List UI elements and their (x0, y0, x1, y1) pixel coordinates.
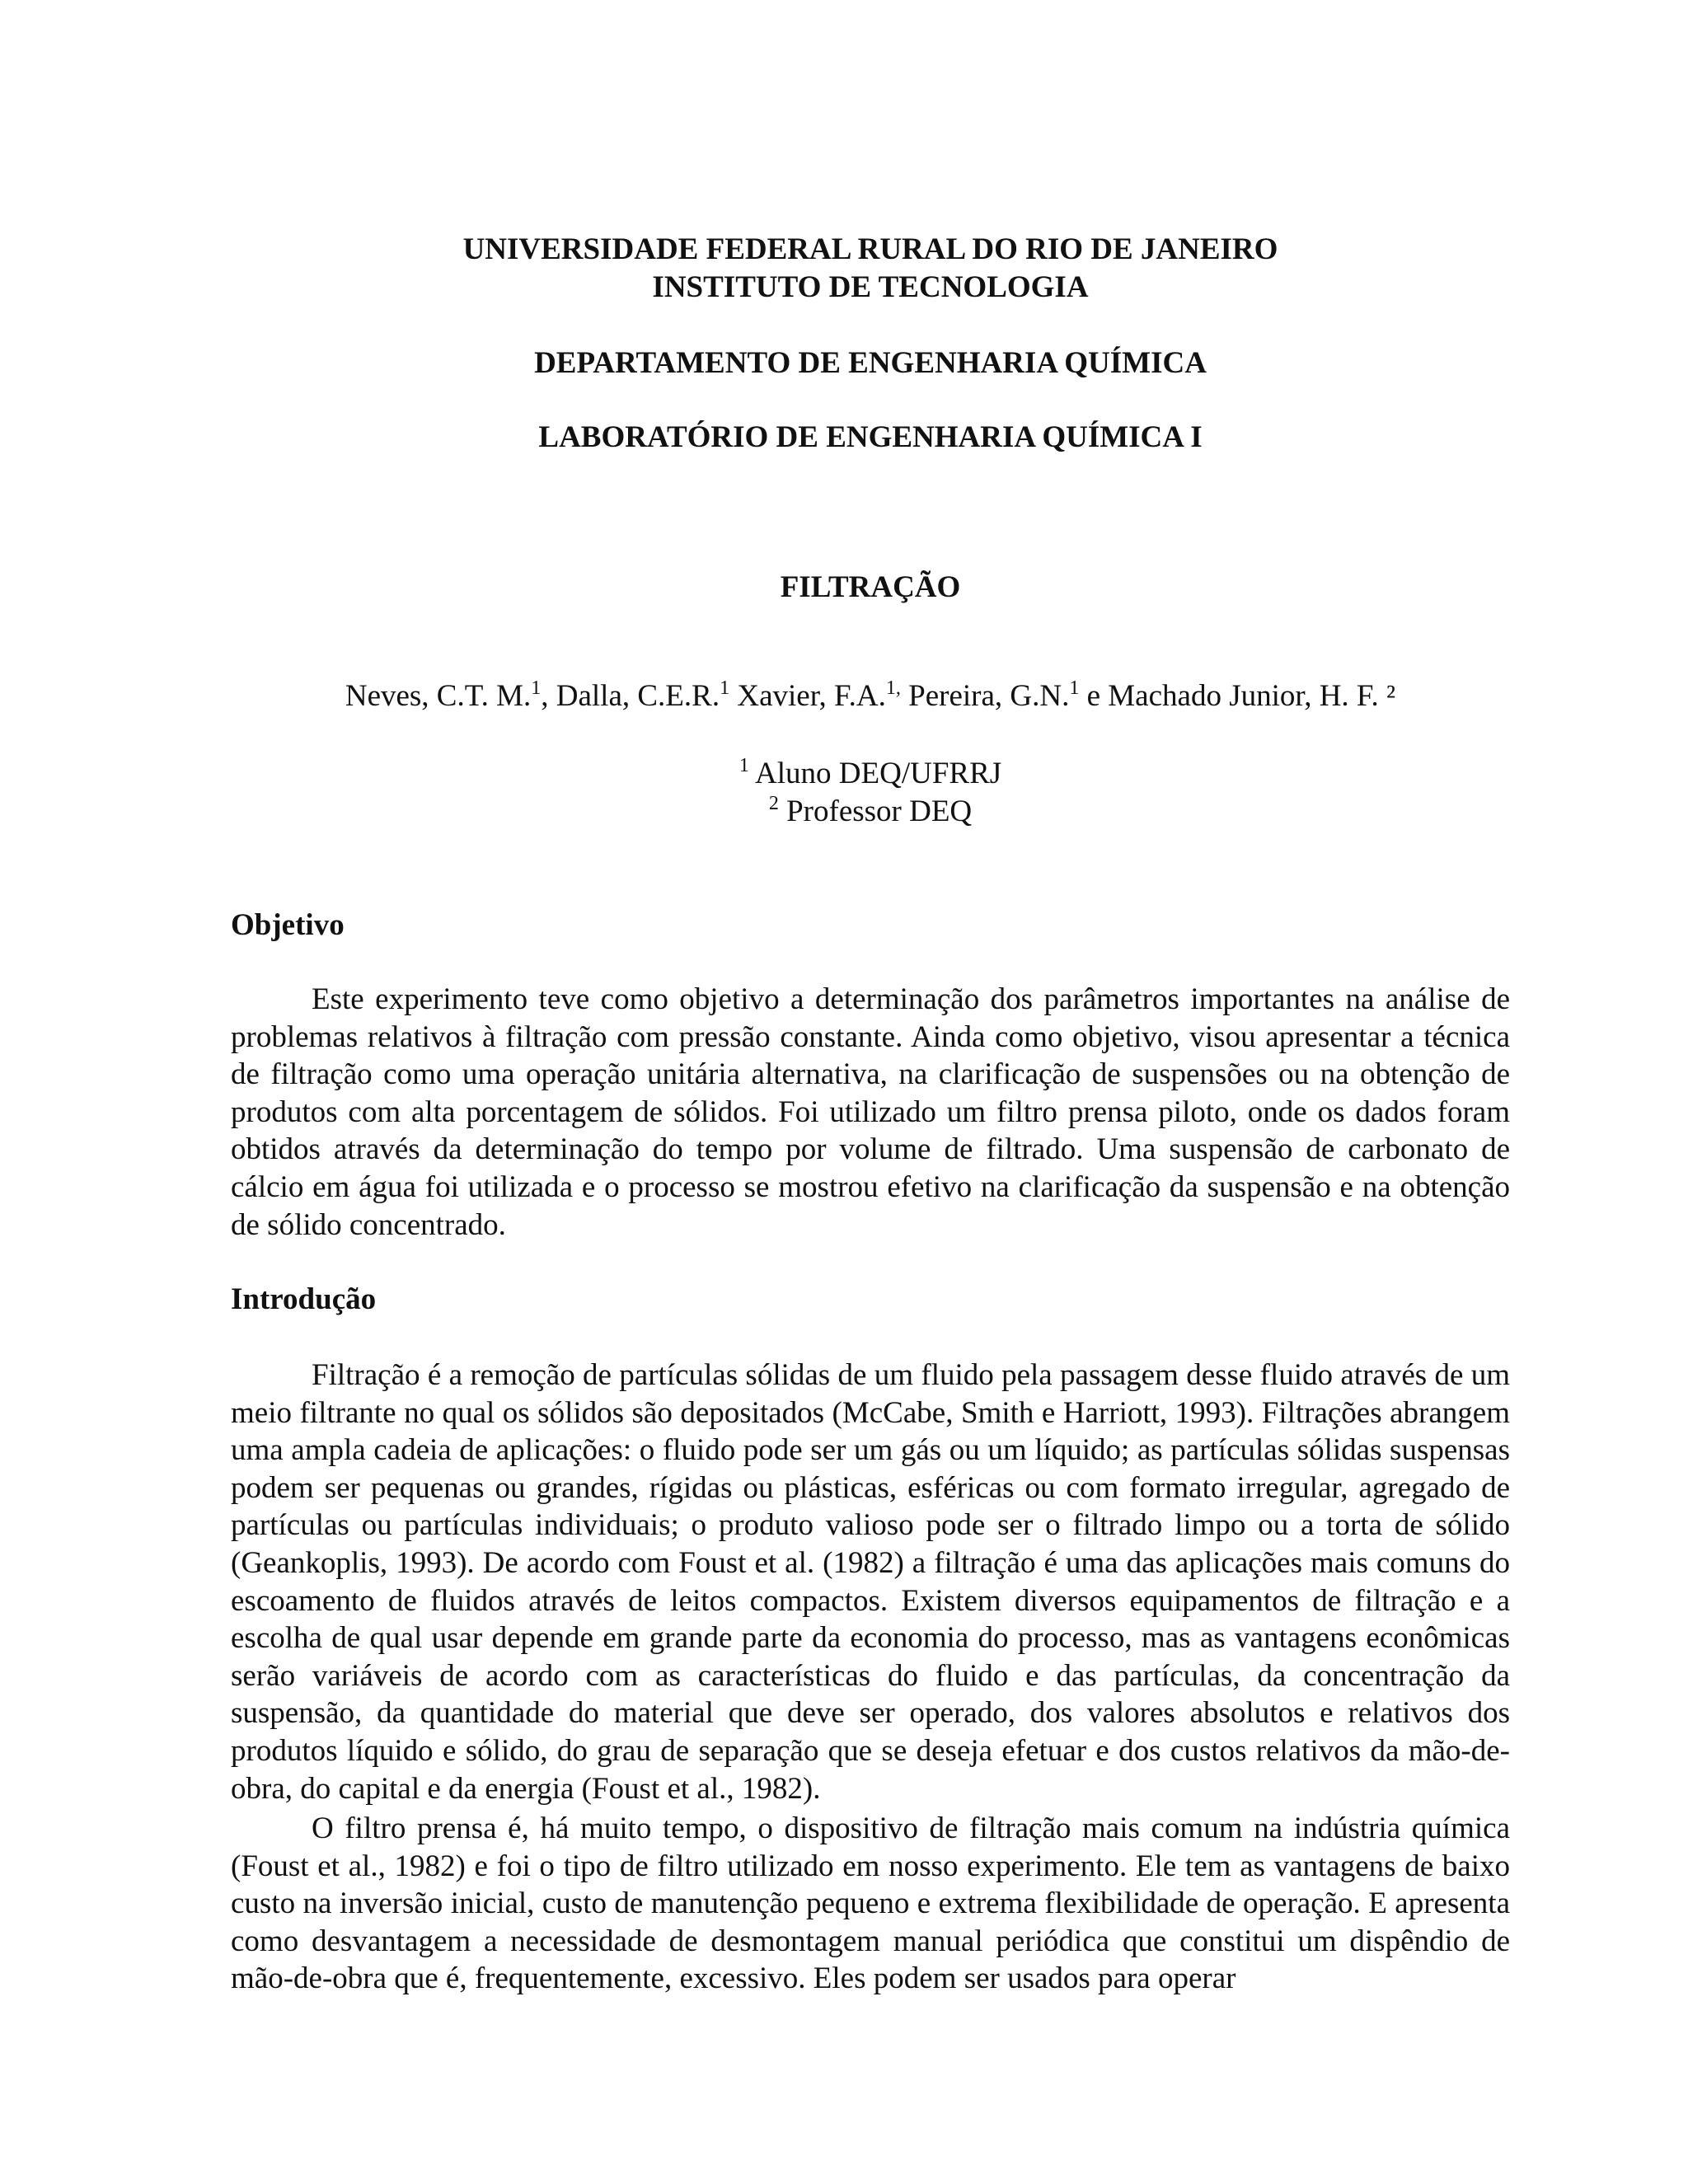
affiliation-student (231, 755, 1510, 793)
author-name: Machado Junior, H. F. ² (1108, 679, 1396, 713)
author-name: Xavier, F.A. (737, 679, 886, 713)
university-name: UNIVERSIDADE FEDERAL RURAL DO RIO DE JANEIRO (462, 232, 1278, 266)
document-title: FILTRAÇÃO (780, 570, 961, 604)
section-heading-introducao: Introdução (231, 1282, 377, 1316)
section-heading-objetivo: Objetivo (231, 908, 345, 942)
author-affiliation-mark: 1 (720, 677, 730, 699)
author-list (231, 677, 1510, 715)
document-page (231, 0, 1510, 2184)
paragraph-objetivo: Este experimento teve como objetivo a determinação dos parâmetros importantes na análise de problemas relativos à filtração com pressão constante. Ainda como objetivo, visou apresentar a técnica de filtração como uma operação unitária alternativa, na clarificação de suspensões ou na obtenção de produtos com alta porcentagem de sólidos. Foi utilizado um filtro prensa piloto, onde os dados foram obtidos através da determinação do tempo por volume de filtrado. Uma suspensão de carbonato de cálcio em água foi utilizada e o processo se mostrou efetivo na clarificação da suspensão e na obtenção de sólido concentrado. (231, 982, 1510, 1242)
author-affiliation-mark: 1 (1069, 677, 1080, 699)
author-name: Pereira, G.N. (908, 679, 1070, 713)
affiliation-text: Aluno DEQ/UFRRJ (755, 757, 1002, 790)
affiliation-professor (231, 793, 1510, 831)
author-affiliation-mark: 1 (531, 677, 542, 699)
author-separator: , (541, 679, 556, 713)
author-separator (901, 679, 908, 713)
affiliation-text: Professor DEQ (786, 794, 973, 828)
lab-name: LABORATÓRIO DE ENGENHARIA QUÍMICA I (538, 420, 1203, 454)
paragraph-introducao-2: O filtro prensa é, há muito tempo, o dispositivo de filtração mais comum na indústria química (Foust et al., 1982) e foi o tipo de filtro utilizado em nosso experimento. Ele tem as vantagens de baixo custo na inversão inicial, custo de manutenção pequeno e extrema flexibilidade de operação. E apresenta como desvantagem a necessidade de desmontagem manual periódica que constitui um dispêndio de mão-de-obra que é, frequentemente, excessivo. Eles podem ser usados para operar (231, 1811, 1510, 1996)
author-name: Neves, C.T. M. (345, 679, 532, 713)
affiliation-mark: 1 (738, 755, 749, 776)
institute-name: INSTITUTO DE TECNOLOGIA (652, 270, 1089, 304)
department-name: DEPARTAMENTO DE ENGENHARIA QUÍMICA (534, 346, 1207, 380)
author-separator: e (1079, 679, 1109, 713)
author-affiliation-mark: 1, (885, 677, 901, 699)
paragraph-introducao-1: Filtração é a remoção de partículas sólidas de um fluido pela passagem desse fluido através de um meio filtrante no qual os sólidos são depositados (McCabe, Smith e Harriott, 1993). Filtrações abrangem uma ampla cadeia de aplicações: o fluido pode ser um gás ou um líquido; as partículas sólidas suspensas podem ser pequenas ou grandes, rígidas ou plásticas, esféricas ou com formato irregular, agregado de partículas ou partículas individuais; o produto valioso pode ser o filtrado limpo ou a torta de sólido (Geankoplis, 1993). De acordo com Foust et al. (1982) a filtração é uma das aplicações mais comuns do escoamento de fluidos através de leitos compactos. Existem diversos equipamentos de filtração e a escolha de qual usar depende em grande parte da economia do processo, mas as vantagens econômicas serão variáveis de acordo com as características do fluido e das partículas, da concentração da suspensão, da quantidade do material que deve ser operado, dos valores absolutos e relativos dos produtos líquido e sólido, do grau de separação que se deseja efetuar e dos custos relativos da mão-de-obra, do capital e da energia (Foust et al., 1982). (231, 1358, 1510, 1806)
author-name: Dalla, C.E.R. (556, 679, 720, 713)
affiliation-mark: 2 (768, 793, 779, 814)
author-separator (729, 679, 737, 713)
